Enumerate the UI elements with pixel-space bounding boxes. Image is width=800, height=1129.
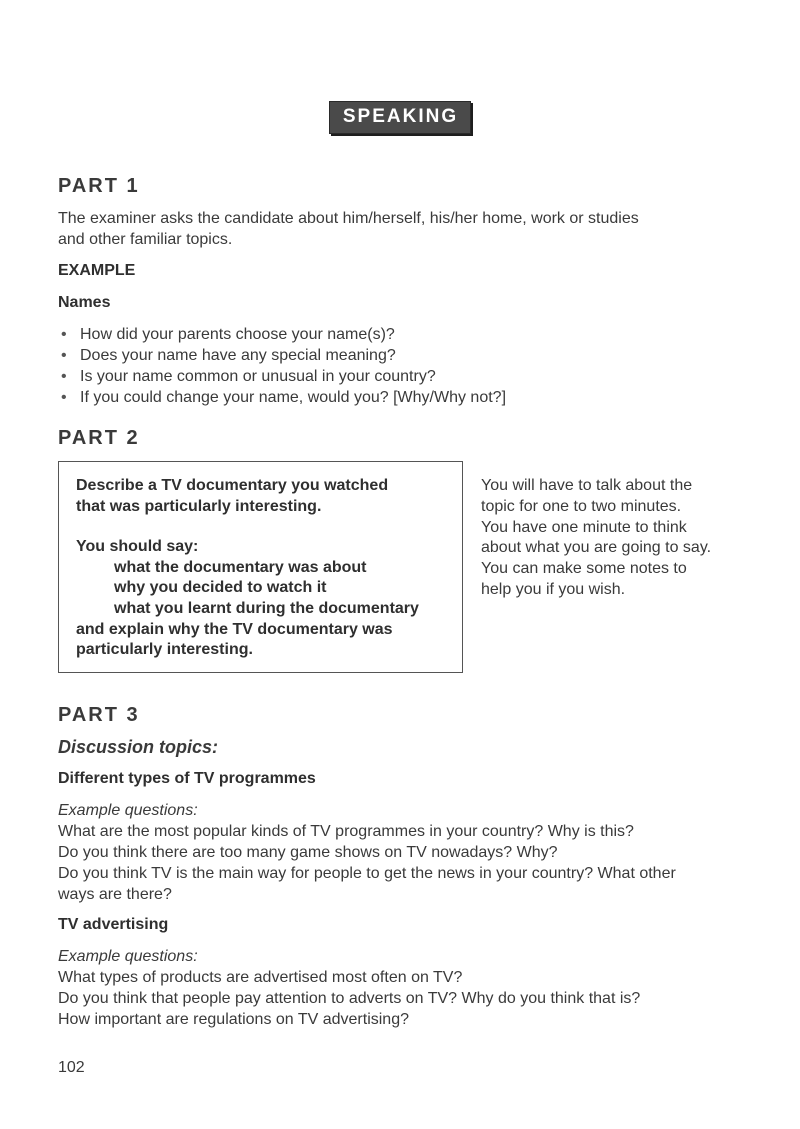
list-item <box>58 387 758 408</box>
page-title: SPEAKING <box>329 101 471 134</box>
bullet-icon: • <box>61 326 67 343</box>
cue-card-should-say: You should say: <box>76 538 199 556</box>
list-item <box>58 345 758 366</box>
cue-card-point: what the documentary was about <box>114 558 367 576</box>
question-text: Is your name common or unusual in your country? <box>80 368 436 385</box>
part1-example-label: EXAMPLE <box>58 262 136 279</box>
bullet-icon: • <box>61 347 67 364</box>
topic-questions <box>58 946 778 1030</box>
instruction-line: You can make some notes to <box>481 560 687 578</box>
instruction-line: You will have to talk about the <box>481 477 693 494</box>
part2-instructions <box>481 476 781 601</box>
part1-intro-line: The examiner asks the candidate about him/herself, his/her home, work or studies <box>58 210 639 227</box>
instruction-line: help you if you wish. <box>481 580 626 598</box>
cue-card-point: what you learnt during the documentary <box>114 599 419 617</box>
topic-title: TV advertising <box>58 916 169 933</box>
example-questions-label: Example questions: <box>58 948 198 965</box>
example-questions-label: Example questions: <box>58 802 198 819</box>
page-number: 102 <box>58 1059 85 1076</box>
list-item <box>58 324 758 345</box>
bullet-icon: • <box>61 389 67 406</box>
cue-card-spacer <box>76 517 462 537</box>
part1-intro <box>58 208 758 250</box>
topic-questions <box>58 800 778 905</box>
question-line: Do you think there are too many game shows on TV nowadays? Why? <box>58 844 558 861</box>
question-line: What are the most popular kinds of TV programmes in your country? Why is this? <box>58 823 634 840</box>
instruction-line: topic for one to two minutes. <box>481 497 682 515</box>
cue-card-point: why you decided to watch it <box>114 579 327 597</box>
question-text: How did your parents choose your name(s)? <box>80 326 395 343</box>
instruction-line: You have one minute to think <box>481 518 687 536</box>
part1-topic: Names <box>58 294 111 311</box>
cue-card <box>58 461 463 673</box>
part3-heading: PART 3 <box>58 704 140 726</box>
bullet-icon: • <box>61 368 67 385</box>
title-banner <box>0 101 800 134</box>
cue-card-explain: particularly interesting. <box>76 641 253 659</box>
cue-card-describe: Describe a TV documentary you watched <box>76 477 389 494</box>
part1-question-list <box>58 324 758 408</box>
question-text: Does your name have any special meaning? <box>80 347 396 364</box>
cue-card-describe: that was particularly interesting. <box>76 497 322 515</box>
question-text: If you could change your name, would you? [Why/Why not?] <box>80 389 507 406</box>
part1-heading: PART 1 <box>58 175 140 197</box>
topic-title: Different types of TV programmes <box>58 770 316 787</box>
discussion-topics-label: Discussion topics: <box>58 737 219 757</box>
instruction-line: about what you are going to say. <box>481 539 712 557</box>
part2-heading: PART 2 <box>58 427 140 449</box>
list-item <box>58 366 758 387</box>
question-line: How important are regulations on TV advertising? <box>58 1011 409 1028</box>
question-line: Do you think TV is the main way for people to get the news in your country? What other <box>58 865 676 882</box>
question-line: Do you think that people pay attention to adverts on TV? Why do you think that is? <box>58 990 641 1007</box>
cue-card-explain: and explain why the TV documentary was <box>76 620 393 638</box>
question-line: What types of products are advertised most often on TV? <box>58 969 463 986</box>
part1-intro-line: and other familiar topics. <box>58 231 233 248</box>
question-line: ways are there? <box>58 886 172 903</box>
